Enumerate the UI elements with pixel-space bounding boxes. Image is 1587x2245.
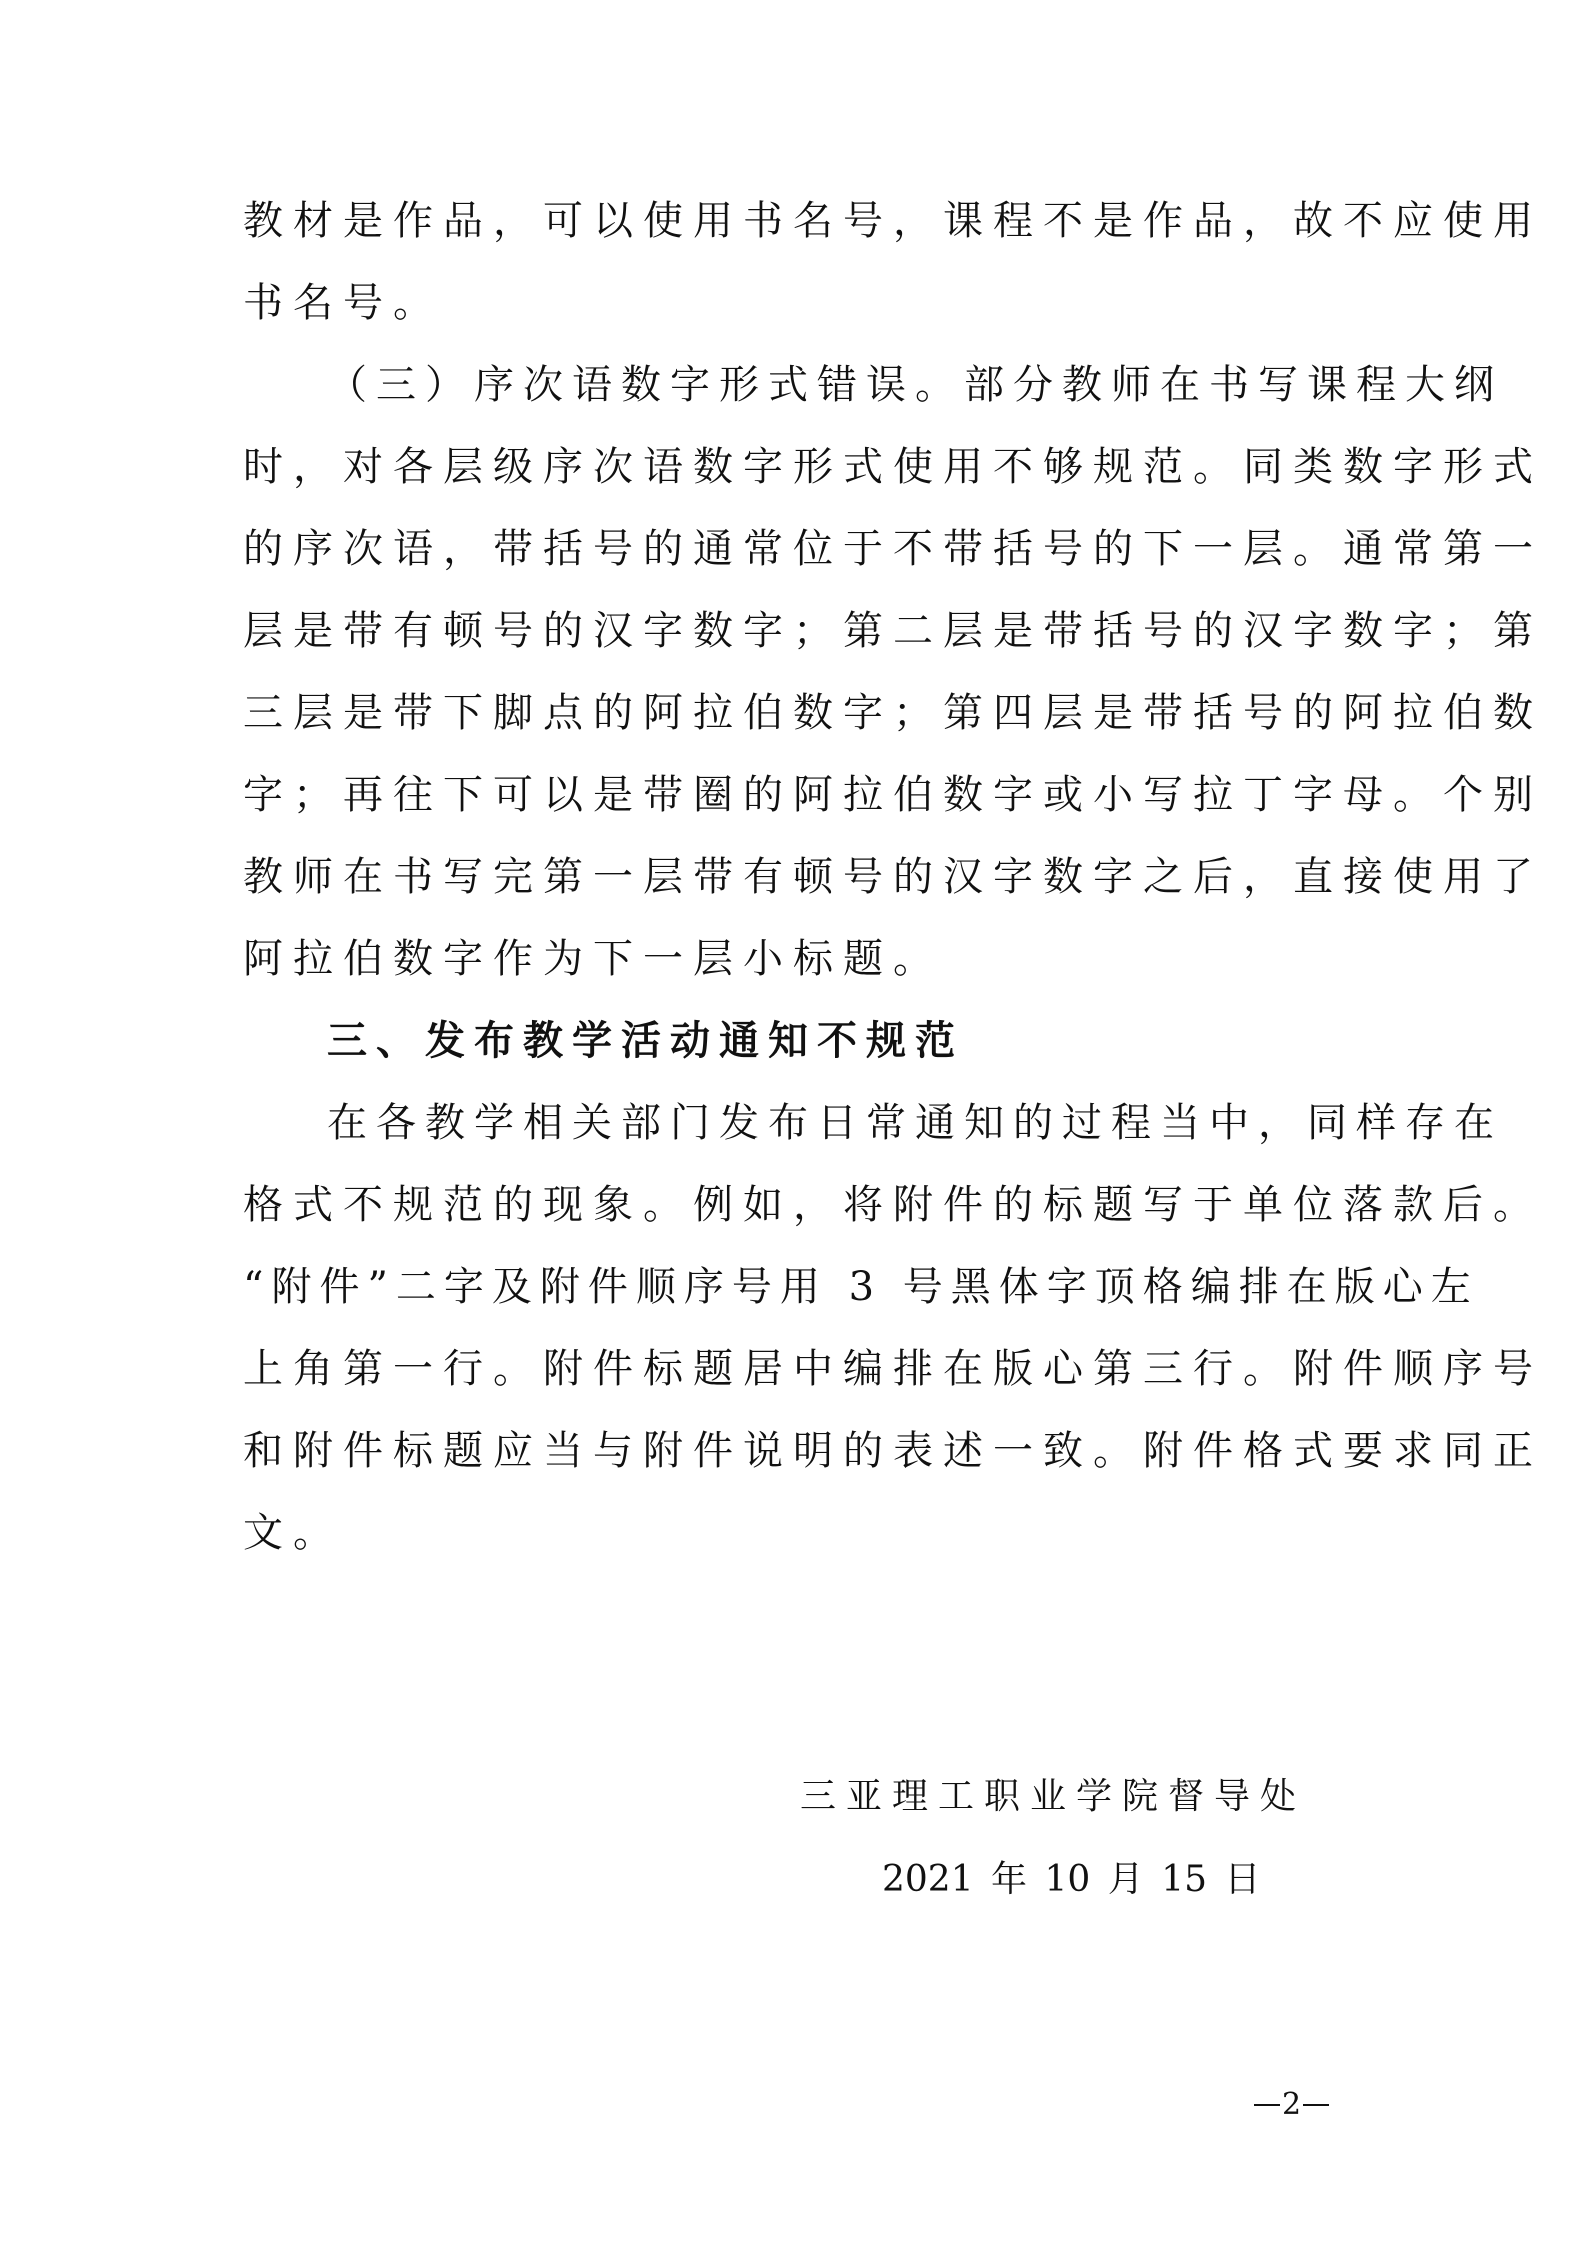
text-line: 三层是带下脚点的阿拉伯数字；第四层是带括号的阿拉伯数	[243, 690, 1543, 736]
text-line: 和附件标题应当与附件说明的表述一致。附件格式要求同正	[243, 1428, 1543, 1474]
text-line: 阿拉伯数字作为下一层小标题。	[243, 936, 943, 982]
document-body	[243, 180, 1543, 1574]
text-line: 书名号。	[243, 280, 443, 326]
text-line: 字；再往下可以是带圈的阿拉伯数字或小写拉丁字母。个别	[243, 772, 1543, 818]
text-line: 在各教学相关部门发布日常通知的过程当中，同样存在	[327, 1100, 1503, 1146]
text-line: 上角第一行。附件标题居中编排在版心第三行。附件顺序号	[243, 1346, 1543, 1392]
text-line: 时，对各层级序次语数字形式使用不够规范。同类数字形式	[243, 444, 1543, 490]
text-line: 教材是作品，可以使用书名号，课程不是作品，故不应使用	[243, 198, 1543, 244]
text-line: “附件”二字及附件顺序号用 3 号黑体字顶格编排在版心左	[243, 1264, 1479, 1310]
section-3-heading: 三、发布教学活动通知不规范	[327, 1018, 964, 1064]
subsection-3-paragraph	[243, 344, 1543, 1000]
text-line: 格式不规范的现象。例如，将附件的标题写于单位落款后。	[243, 1182, 1543, 1228]
text-line: 层是带有顿号的汉字数字；第二层是带括号的汉字数字；第	[243, 608, 1543, 654]
text-line: 的序次语，带括号的通常位于不带括号的下一层。通常第一	[243, 526, 1543, 572]
page-number-right-dash	[1303, 2104, 1329, 2106]
section-3-paragraph	[243, 1082, 1543, 1574]
continuation-paragraph	[243, 180, 1543, 344]
signature-date: 2021 年 10 月 15 日	[882, 1859, 1261, 1900]
text-line: （三）序次语数字形式错误。部分教师在书写课程大纲	[327, 362, 1503, 408]
page-number-value: 2	[1282, 2087, 1302, 2122]
page-number	[1254, 2085, 1329, 2125]
text-line: 教师在书写完第一层带有顿号的汉字数字之后，直接使用了	[243, 854, 1543, 900]
signature-organization: 三亚理工职业学院督导处	[800, 1776, 1307, 1817]
text-line: 文。	[243, 1510, 343, 1556]
page-number-left-dash	[1254, 2104, 1280, 2106]
